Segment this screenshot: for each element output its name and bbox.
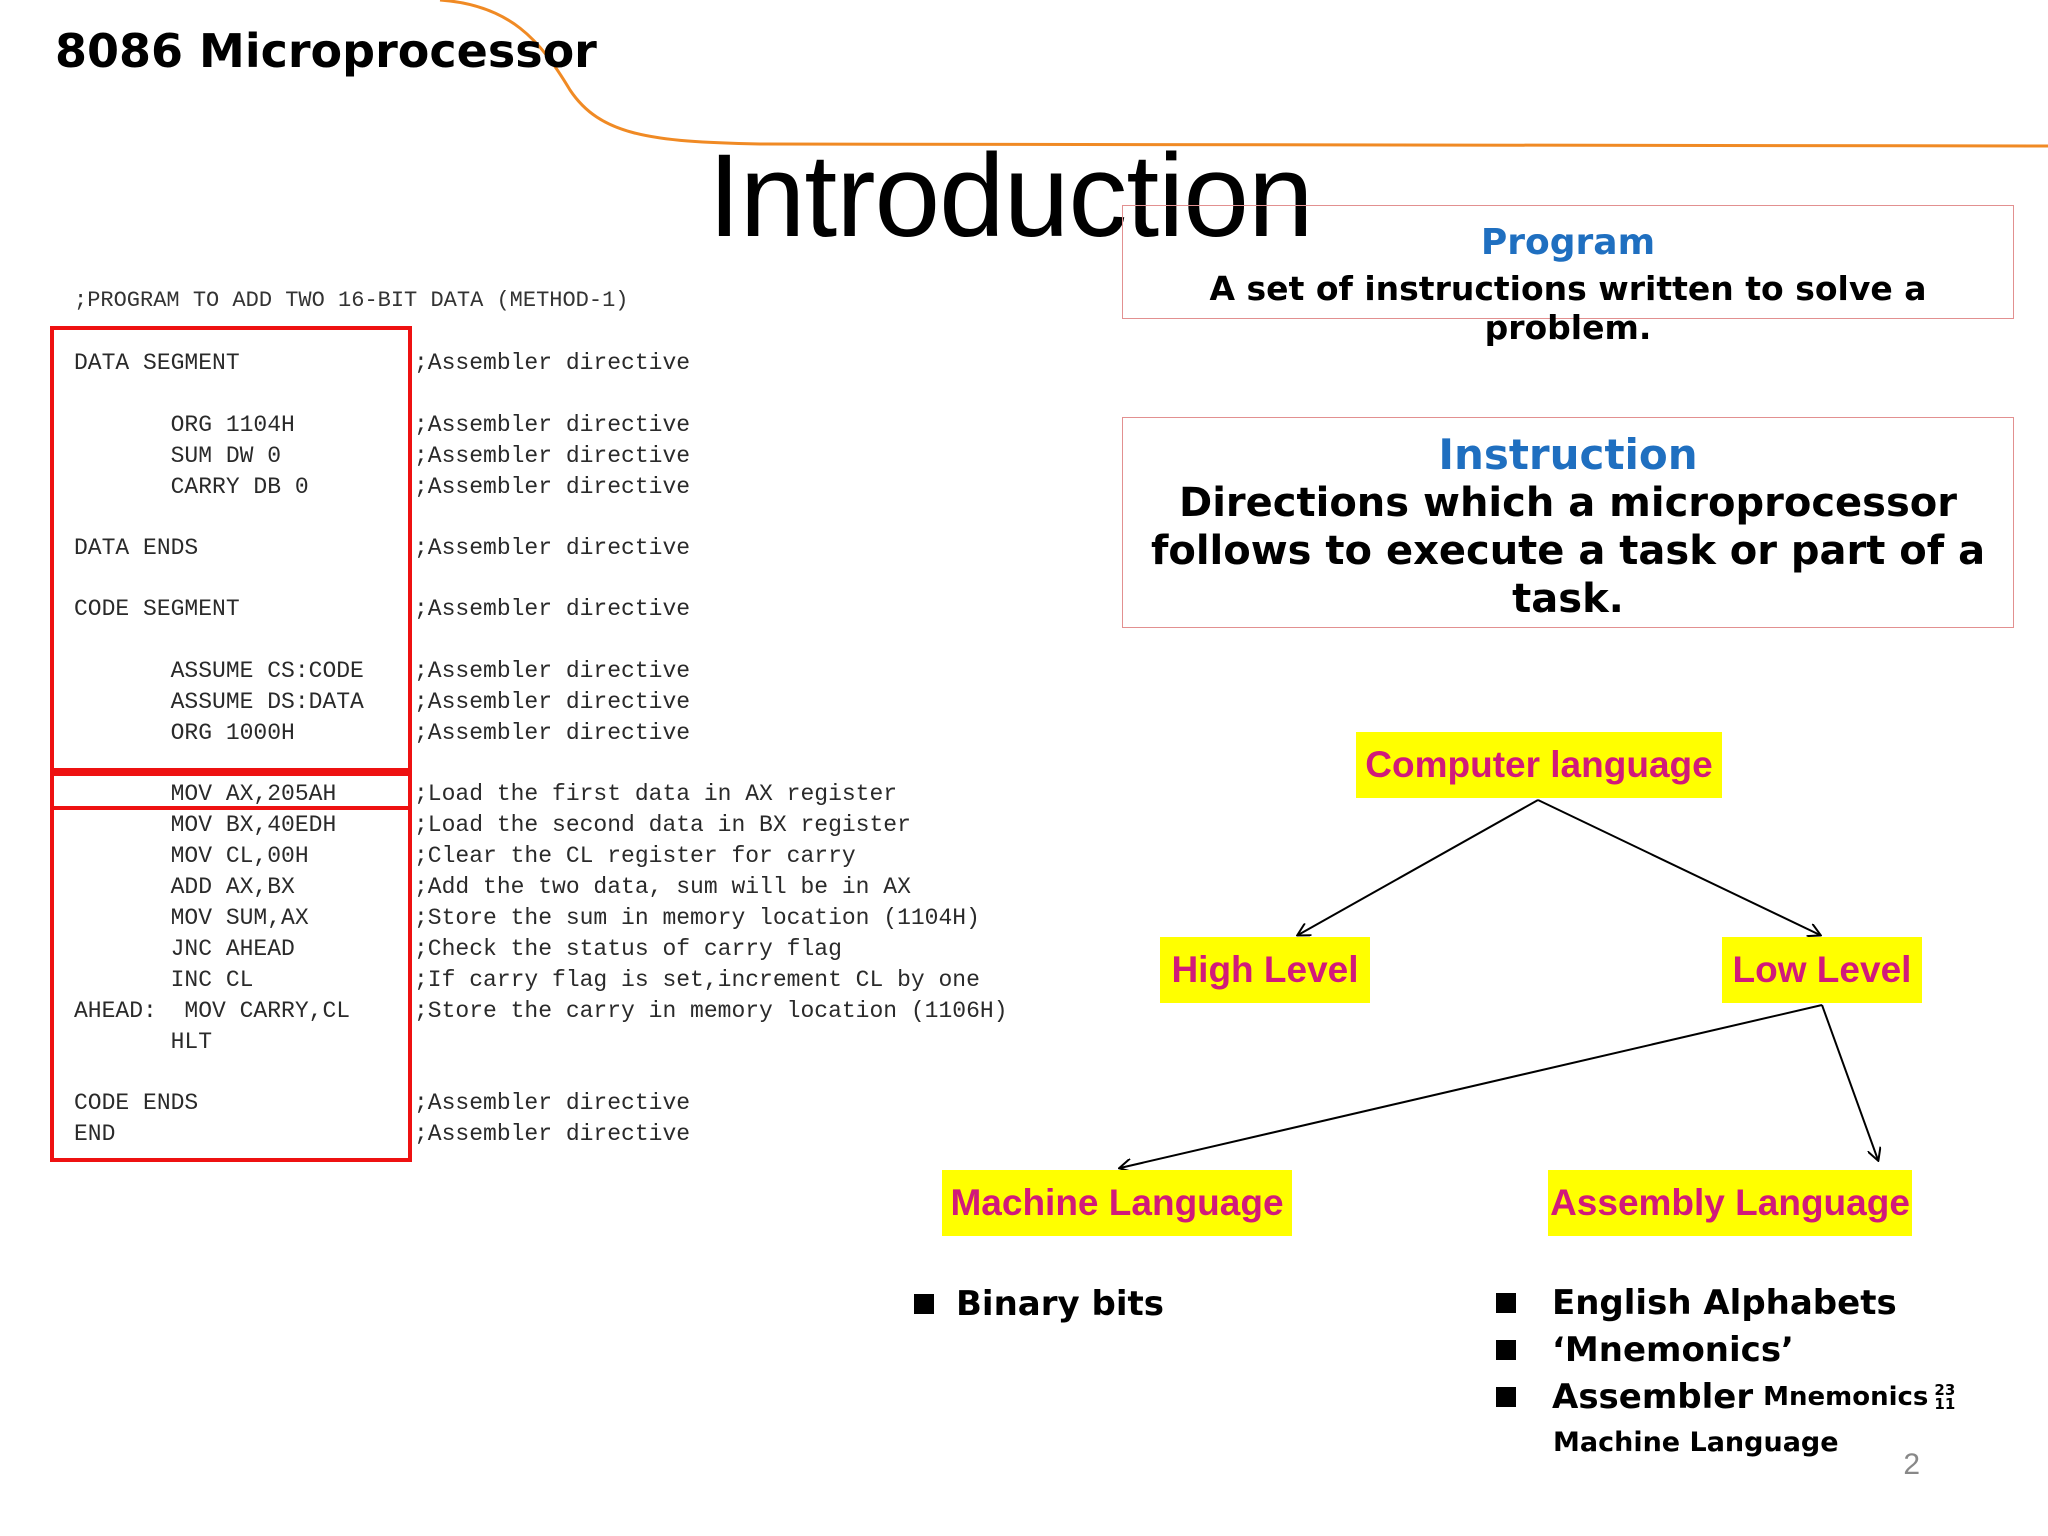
page-number: 2 — [1903, 1448, 1920, 1481]
code-comment: ;Check the status of carry flag — [414, 936, 842, 962]
code-label: END — [74, 1121, 116, 1147]
code-comment: ;Add the two data, sum will be in AX — [414, 874, 911, 900]
bullet-square-icon — [914, 1294, 934, 1314]
computer-language-node: Computer language — [1356, 732, 1722, 798]
code-label: SUM DW 0 — [74, 443, 282, 469]
code-label: CARRY DB 0 — [74, 474, 309, 500]
machine-language-node: Machine Language — [942, 1170, 1292, 1236]
code-comment: ;Load the first data in AX register — [414, 781, 898, 807]
code-label: ADD AX,BX — [74, 874, 295, 900]
bullet-english-alphabets — [1496, 1283, 1897, 1323]
header-title: 8086 Microprocessor — [55, 24, 597, 78]
bullet-square-icon — [1496, 1293, 1516, 1313]
slide-title: Introduction — [708, 130, 1313, 262]
code-comment: ;Assembler directive — [414, 412, 691, 438]
program-title: Program — [1480, 222, 1656, 263]
code-label: MOV BX,40EDH — [74, 812, 337, 838]
low-level-node: Low Level — [1722, 937, 1922, 1003]
code-label: HLT — [74, 1029, 213, 1055]
code-heading: ;PROGRAM TO ADD TWO 16-BIT DATA (METHOD-1) — [74, 288, 629, 313]
bullet-square-icon — [1496, 1387, 1516, 1407]
code-label: ORG 1104H — [74, 412, 295, 438]
code-comment: ;If carry flag is set,increment CL by one — [414, 967, 980, 993]
code-label: INC CL — [74, 967, 254, 993]
code-comment: ;Assembler directive — [414, 535, 691, 561]
bullet-assembler — [1496, 1377, 1955, 1417]
program-text: A set of instructions written to solve a problem. — [1209, 269, 1927, 347]
code-label: ORG 1000H — [74, 720, 295, 746]
code-comment: ;Assembler directive — [414, 689, 691, 715]
fraction-top: 23 — [1934, 1381, 1956, 1399]
code-label: DATA SEGMENT — [74, 350, 240, 376]
code-label: CODE SEGMENT — [74, 596, 240, 622]
code-label: MOV AX,205AH — [74, 781, 337, 807]
code-comment: ;Assembler directive — [414, 720, 691, 746]
bullet-text: ‘Mnemonics’ — [1552, 1330, 1794, 1370]
code-label: JNC AHEAD — [74, 936, 295, 962]
code-label: ASSUME CS:CODE — [74, 658, 364, 684]
bullet-text: Assembler — [1552, 1377, 1754, 1417]
code-label: MOV SUM,AX — [74, 905, 309, 931]
code-label: DATA ENDS — [74, 535, 199, 561]
instruction-title: Instruction — [1438, 430, 1698, 479]
bullet-text: Binary bits — [956, 1284, 1164, 1324]
assembler-subtext: Machine Language — [1553, 1427, 1839, 1458]
high-level-node: High Level — [1160, 937, 1370, 1003]
code-comment: ;Store the carry in memory location (1106H) — [414, 998, 1008, 1024]
code-comment: ;Assembler directive — [414, 658, 691, 684]
fraction-bottom: 11 — [1934, 1395, 1956, 1413]
assembly-language-node: Assembly Language — [1548, 1170, 1912, 1236]
bullet-text: English Alphabets — [1552, 1283, 1897, 1323]
code-comment: ;Load the second data in BX register — [414, 812, 911, 838]
code-label: AHEAD: MOV CARRY,CL — [74, 998, 351, 1024]
code-comment: ;Assembler directive — [414, 596, 691, 622]
code-label: MOV CL,00H — [74, 843, 309, 869]
code-comment: ;Assembler directive — [414, 1090, 691, 1116]
bullet-square-icon — [1496, 1340, 1516, 1360]
code-label: ASSUME DS:DATA — [74, 689, 364, 715]
superscript-fraction — [1934, 1383, 1955, 1411]
code-comment: ;Assembler directive — [414, 350, 691, 376]
instruction-text: Directions which a microprocessor follows to execute a task or part of a task. — [1150, 480, 1986, 622]
bullet-binary-bits — [914, 1284, 1164, 1324]
code-comment: ;Clear the CL register for carry — [414, 843, 856, 869]
code-label: CODE ENDS — [74, 1090, 199, 1116]
code-comment: ;Assembler directive — [414, 474, 691, 500]
bullet-mnemonics — [1496, 1330, 1794, 1370]
code-comment: ;Assembler directive — [414, 443, 691, 469]
code-comment: ;Assembler directive — [414, 1121, 691, 1147]
code-comment: ;Store the sum in memory location (1104H) — [414, 905, 980, 931]
bullet-small-text: Mnemonics — [1763, 1382, 1929, 1412]
